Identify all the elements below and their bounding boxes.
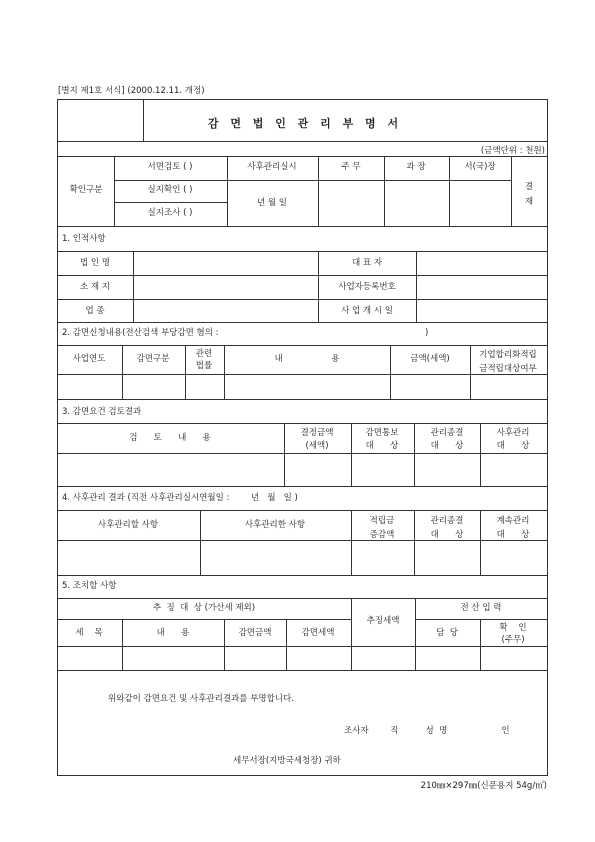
col-managed: 사후관리한 사항 bbox=[244, 520, 306, 530]
collection-target-label: 추 징 대 상 (가산세 제외) bbox=[152, 603, 256, 613]
section1-heading: 1. 인적사항 bbox=[62, 234, 106, 244]
col-review-content: 검 토 내 용 bbox=[129, 433, 211, 443]
section4-heading: 4. 사후관리 결과 (직전 사후관리실시연월일 : 년 월 일 ) bbox=[62, 493, 298, 503]
approver-director: 서(국)장 bbox=[464, 162, 496, 172]
col-decided-amount: 결정금액 (세액) bbox=[300, 428, 334, 451]
approval-label: 결 재 bbox=[524, 182, 534, 207]
col-confirm-staff: 확 인 (주무) bbox=[499, 623, 527, 645]
corp-name-label: 법 인 명 bbox=[79, 258, 111, 268]
ymd-label: 년 월 일 bbox=[256, 198, 288, 208]
collection-tax-label: 추징세액 bbox=[366, 616, 400, 626]
col-mgmt-closed: 관리종결 대 상 bbox=[430, 428, 464, 451]
col-content-5: 내 용 bbox=[156, 628, 190, 638]
col-reduction-type: 감면구분 bbox=[136, 354, 170, 364]
col-reduced-tax: 감면세액 bbox=[301, 628, 335, 638]
col-reduced-amount: 감면금액 bbox=[238, 628, 272, 638]
business-type-label: 업 종 bbox=[85, 306, 105, 316]
signer-line: 조사자 직 성 명 인 bbox=[344, 726, 510, 736]
col-fiscal-year: 사업연도 bbox=[72, 354, 106, 364]
approver-manager: 과 장 bbox=[406, 162, 426, 172]
unit-label: (금액단위 : 천원) bbox=[480, 146, 545, 156]
col-mgmt-closed-2: 관리종결 대 상 bbox=[430, 516, 464, 540]
col-tax-item: 세 목 bbox=[75, 628, 103, 638]
confirm-item-field-check: 실지확인 ( ) bbox=[147, 185, 193, 195]
statement-text: 위와같이 감면요건 및 사후관리결과를 부명합니다. bbox=[108, 694, 294, 704]
col-related-law: 관련 법률 bbox=[195, 349, 213, 371]
paper-spec: 210㎜×297㎜(신문용지 54g/㎡) bbox=[420, 781, 547, 791]
section2-heading: 2. 감면신청내용(전산검색 부당감면 혐의 : bbox=[62, 328, 219, 338]
section5-heading: 5. 조치할 사항 bbox=[62, 581, 117, 591]
col-reserve-change: 적립금 증감액 bbox=[369, 516, 395, 540]
section2-heading-close: ) bbox=[425, 328, 429, 338]
col-to-manage: 사후관리할 사항 bbox=[97, 520, 159, 530]
col-content: 내 용 bbox=[274, 354, 340, 364]
col-reserve-eligibility: 기업합리화적립 금적립대상여부 bbox=[479, 350, 537, 374]
col-reduction-notice: 감면통보 대 상 bbox=[365, 428, 399, 451]
business-reg-no-label: 사업자등록번호 bbox=[338, 282, 396, 292]
col-post-mgmt-target: 사후관리 대 상 bbox=[496, 428, 530, 451]
col-continue-mgmt: 계속관리 대 상 bbox=[496, 516, 530, 540]
confirm-type-label: 확인구분 bbox=[69, 185, 103, 195]
recipient-text: 세무서장(지방국세청장) 귀하 bbox=[233, 756, 341, 766]
col-amount-tax: 금액(세액) bbox=[410, 354, 450, 364]
computer-input-label: 전 산 입 력 bbox=[460, 603, 502, 613]
confirm-item-written: 서면검토 ( ) bbox=[147, 162, 193, 172]
representative-label: 대 표 자 bbox=[351, 258, 383, 268]
business-start-date-label: 사 업 개 시 일 bbox=[341, 306, 393, 316]
col-in-charge: 담 당 bbox=[436, 628, 458, 638]
location-label: 소 재 지 bbox=[79, 282, 111, 292]
section3-heading: 3. 감면요건 검토결과 bbox=[62, 407, 142, 417]
page-title: 감 면 법 인 관 리 부 명 서 bbox=[207, 117, 403, 130]
approver-staff: 주 무 bbox=[341, 162, 361, 172]
confirm-item-field-audit: 실지조사 ( ) bbox=[147, 208, 193, 218]
post-mgmt-date-label: 사후관리실시 bbox=[247, 162, 297, 172]
form-number: [별지 제1호 서식] (2000.12.11. 개정) bbox=[58, 86, 205, 96]
